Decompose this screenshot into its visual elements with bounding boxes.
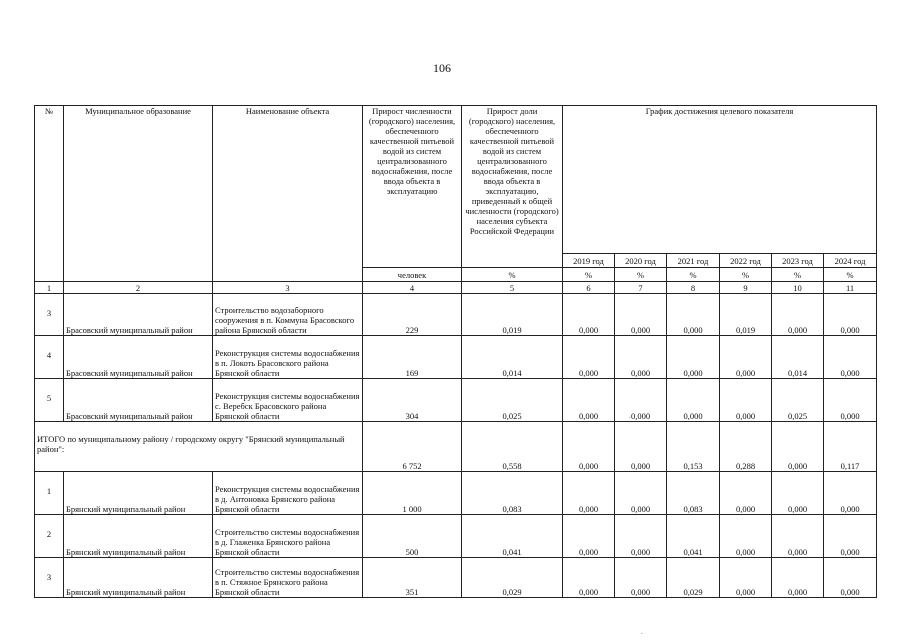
page-number: 106 (433, 61, 451, 75)
total-year-2022-cell: 0,288 (720, 422, 772, 472)
header-year-2022: 2022 год (720, 254, 772, 268)
year-2024-cell: 0,000 (824, 336, 877, 379)
year-2019-cell: 0,000 (563, 379, 615, 422)
year-2023-cell: 0,000 (772, 294, 824, 336)
unit-percent: % (667, 268, 720, 282)
total-year-2019-cell: 0,000 (563, 422, 615, 472)
population-cell: 229 (363, 294, 462, 336)
header-year-2024: 2024 год (824, 254, 877, 268)
total-year-2020-cell: 0,000 (615, 422, 667, 472)
population-cell: 304 (363, 379, 462, 422)
year-2024-cell: 0,000 (824, 515, 877, 558)
unit-percent: % (772, 268, 824, 282)
total-year-2021-cell: 0,153 (667, 422, 720, 472)
municipality-cell: Брянский муниципальный район (64, 515, 213, 558)
column-number: 11 (824, 282, 877, 294)
column-number: 5 (462, 282, 563, 294)
column-number: 9 (720, 282, 772, 294)
municipality-cell: Брянский муниципальный район (64, 558, 213, 598)
column-number: 10 (772, 282, 824, 294)
year-2019-cell: 0,000 (563, 558, 615, 598)
year-2022-cell: 0,000 (720, 336, 772, 379)
scan-artifact: · (640, 628, 644, 640)
table-row (35, 515, 877, 558)
share-cell: 0,014 (462, 336, 563, 379)
year-2020-cell: 0,000 (615, 515, 667, 558)
total-share-cell: 0,558 (462, 422, 563, 472)
data-table (34, 105, 877, 598)
row-number: 1 (35, 472, 64, 515)
column-number: 2 (64, 282, 213, 294)
municipality-cell: Брасовский муниципальный район (64, 294, 213, 336)
unit-percent: % (462, 268, 563, 282)
share-cell: 0,025 (462, 379, 563, 422)
year-2024-cell: 0,000 (824, 558, 877, 598)
header-share-growth: Прирост доли (городского) населения, обеспеченного качественной питьевой водой из систем централизованного водоснабжения, после ввода объекта в эксплуатацию, приведенный к общей численности (городского) населения субъекта Российской Федерации (462, 106, 563, 268)
year-2021-cell: 0,000 (667, 294, 720, 336)
column-number: 4 (363, 282, 462, 294)
year-2022-cell: 0,019 (720, 294, 772, 336)
unit-people: человек (363, 268, 462, 282)
scan-artifact: · (628, 412, 632, 424)
municipality-cell: Брасовский муниципальный район (64, 336, 213, 379)
unit-percent: % (824, 268, 877, 282)
object-cell: Реконструкция системы водоснабжения в п. Локоть Брасовского района Брянской области (213, 336, 363, 379)
share-cell: 0,041 (462, 515, 563, 558)
municipality-cell: Брянский муниципальный район (64, 472, 213, 515)
year-2023-cell: 0,014 (772, 336, 824, 379)
year-2021-cell: 0,029 (667, 558, 720, 598)
share-cell: 0,029 (462, 558, 563, 598)
year-2022-cell: 0,000 (720, 558, 772, 598)
unit-percent: % (720, 268, 772, 282)
year-2023-cell: 0,000 (772, 472, 824, 515)
row-number: 2 (35, 515, 64, 558)
row-number: 3 (35, 558, 64, 598)
table-row (35, 294, 877, 336)
table-row (35, 336, 877, 379)
year-2021-cell: 0,000 (667, 379, 720, 422)
header-num: № (35, 106, 64, 282)
object-cell: Реконструкция системы водоснабжения с. Веребск Брасовского района Брянской области (213, 379, 363, 422)
table-row (35, 379, 877, 422)
year-2023-cell: 0,000 (772, 558, 824, 598)
year-2019-cell: 0,000 (563, 472, 615, 515)
year-2019-cell: 0,000 (563, 515, 615, 558)
header-object: Наименование объекта (213, 106, 363, 282)
year-2019-cell: 0,000 (563, 294, 615, 336)
year-2023-cell: 0,000 (772, 515, 824, 558)
year-2021-cell: 0,041 (667, 515, 720, 558)
row-number: 5 (35, 379, 64, 422)
year-2021-cell: 0,000 (667, 336, 720, 379)
object-cell: Строительство системы водоснабжения в д. Глаженка Брянского района Брянской области (213, 515, 363, 558)
unit-percent: % (615, 268, 667, 282)
header-population-growth: Прирост численности (городского) населения, обеспеченного качественной питьевой водой из систем централизованного водоснабжения, после ввода объекта в эксплуатацию (363, 106, 462, 268)
object-cell: Реконструкция системы водоснабжения в д. Антоновка Брянского района Брянской области (213, 472, 363, 515)
column-number: 7 (615, 282, 667, 294)
population-cell: 169 (363, 336, 462, 379)
year-2021-cell: 0,083 (667, 472, 720, 515)
population-cell: 500 (363, 515, 462, 558)
year-2020-cell: 0,000 (615, 379, 667, 422)
unit-percent: % (563, 268, 615, 282)
population-cell: 1 000 (363, 472, 462, 515)
year-2020-cell: 0,000 (615, 472, 667, 515)
year-2022-cell: 0,000 (720, 472, 772, 515)
column-number: 1 (35, 282, 64, 294)
year-2024-cell: 0,000 (824, 294, 877, 336)
table-row (35, 472, 877, 515)
column-number: 6 (563, 282, 615, 294)
year-2020-cell: 0,000 (615, 294, 667, 336)
year-2020-cell: 0,000 (615, 336, 667, 379)
share-cell: 0,083 (462, 472, 563, 515)
row-number: 3 (35, 294, 64, 336)
header-year-2019: 2019 год (563, 254, 615, 268)
year-2022-cell: 0,000 (720, 515, 772, 558)
object-cell: Строительство водозаборного сооружения в п. Коммуна Брасовского района Брянской области (213, 294, 363, 336)
total-year-2024-cell: 0,117 (824, 422, 877, 472)
municipality-cell: Брасовский муниципальный район (64, 379, 213, 422)
header-schedule: График достижения целевого показателя (563, 106, 877, 254)
total-label: ИТОГО по муниципальному району / городскому округу "Брянский муниципальный район": (35, 422, 363, 472)
year-2024-cell: 0,000 (824, 472, 877, 515)
year-2019-cell: 0,000 (563, 336, 615, 379)
year-2024-cell: 0,000 (824, 379, 877, 422)
total-population-cell: 6 752 (363, 422, 462, 472)
header-year-2020: 2020 год (615, 254, 667, 268)
row-number: 4 (35, 336, 64, 379)
column-number: 8 (667, 282, 720, 294)
header-year-2023: 2023 год (772, 254, 824, 268)
column-number: 3 (213, 282, 363, 294)
population-cell: 351 (363, 558, 462, 598)
total-year-2023-cell: 0,000 (772, 422, 824, 472)
share-cell: 0,019 (462, 294, 563, 336)
header-year-2021: 2021 год (667, 254, 720, 268)
object-cell: Строительство системы водоснабжения в п. Стяжное Брянского района Брянской области (213, 558, 363, 598)
header-municipality: Муниципальное образование (64, 106, 213, 282)
year-2023-cell: 0,025 (772, 379, 824, 422)
year-2020-cell: 0,000 (615, 558, 667, 598)
year-2022-cell: 0,000 (720, 379, 772, 422)
table-row (35, 558, 877, 598)
total-row (35, 422, 877, 472)
